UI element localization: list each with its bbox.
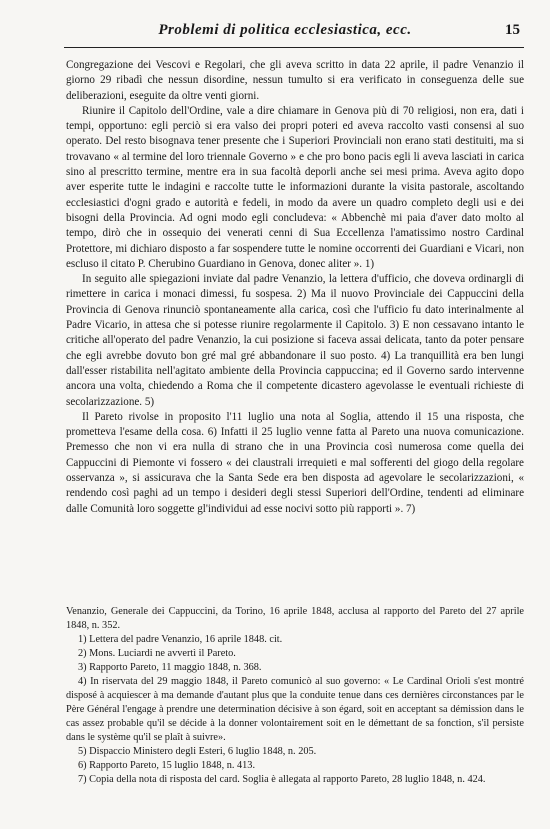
footnote-4: 4) In riservata del 29 maggio 1848, il Pareto comunicò al suo governo: « Le Cardinal Orioli s'est montré disposé à acquiescer à ma demande d'autant plus que la conduite tenue dans ces dernières circonstances par le Père Général l'engage à prendre une determination décisive à son égard, soit en acceptant sa démission dans le cas assez probable qu'il se décide à la donner volontairement soit en le démettant de sa fonction, s'il persiste dans le système qu'il se plaît à suivre».	[66, 676, 524, 743]
page-number: 15	[505, 22, 520, 38]
running-title: Problemi di politica ecclesiastica, ecc.	[158, 22, 412, 38]
footnote-2: 2) Mons. Luciardi ne avvertì il Pareto.	[78, 648, 236, 659]
paragraph-spiegazioni: In seguito alle spiegazioni inviate dal padre Venanzio, la lettera d'ufficio, che doveva ordinargli di rimettere in carica i monaci dimessi, fu sospesa. 2) Ma il nuovo Provinciale dei Cappuccini della Provincia di Genova rinunciò spontaneamente alla carica, così che l'ufficio fu dato interinalmente al Padre Vicario, in attesa che si potesse riunire regolarmente il Capitolo. 3) E non cessavano intanto le critiche all'operato del padre Venanzio, la cui posizione si faceva assai delicata, tanto da poter pensare che egli avrebbe dovuto bon gré mal gré abbandonare il suo posto. 4) La tranquillità era ben lungi dall'esser ristabilita nell'agitato ambiente della Provincia cappuccina; ed il Governo sardo intervenne ancora una volta, chiedendo a Roma che il competente dicastero agevolasse le eventuali richieste di secolarizzazione. 5)	[66, 273, 524, 408]
running-header	[50, 22, 520, 44]
footnotes	[66, 605, 524, 787]
footnote-3: 3) Rapporto Pareto, 11 maggio 1848, n. 368.	[78, 662, 262, 673]
footnote-continuation: Venanzio, Generale dei Cappuccini, da Torino, 16 aprile 1848, acclusa al rapporto del Pareto del 27 aprile 1848, n. 352.	[66, 606, 524, 631]
header-rule	[64, 47, 524, 48]
footnote-1: 1) Lettera del padre Venanzio, 16 aprile 1848. cit.	[78, 634, 283, 645]
footnote-7: 7) Copia della nota di risposta del card. Soglia è allegata al rapporto Pareto, 28 luglio 1848, n. 424.	[78, 774, 486, 785]
paragraph-pareto: Il Pareto rivolse in proposito l'11 luglio una nota al Soglia, attendo il 15 una risposta, che prometteva l'esame della cosa. 6) Infatti il 25 luglio venne fatta al Pareto una nuova comunicazione. Premesso che non vi era nulla di strano che in una Provincia così numerosa come quella dei Cappuccini di Piemonte vi fossero « dei claustrali irrequieti e mal sofferenti del giogo della regolare osservanza », si assicurava che la Santa Sede era ben disposta ad agevolare le secolarizzazioni, « rendendo così paghi ad un tempo i desideri degli stessi Superiori dell'Ordine, tendenti ad eliminare dalle Comunità loro soggette gl'individui ad esse nocivi sotto più rapporti ». 7)	[66, 410, 524, 515]
paragraph-capitolo: Riunire il Capitolo dell'Ordine, vale a dire chiamare in Genova più di 70 religiosi, non era, dati i tempi, opportuno: egli perciò si era valso dei propri poteri ed aveva raccolto vasti consensi al suo operato. Del resto bisognava tener presente che i Superiori Provinciali non erano stati destituiti, ma si trovavano « al termine del loro triennale Governo » e che pro bono pacis egli li aveva lasciati in carica sino al prescritto termine, mentre era in sua facoltà deporli anche sei mesi prima. Aveva agito dopo aver esperite tutte le indagini e raccolte tutte le informazioni durante la visita pastorale, ascoltando ecclesiastici d'ogni grado e autorità e fedeli, in modo da avere un quadro completo degli usi e dei bisogni della Provincia. Ad ogni modo egli concludeva: « Abbenchè mi paia d'aver dato molto al tempo, dirò che in ossequio dei venerati cenni di Sua Eccellenza l'amatissimo nostro Cardinal Protettore, mi dichiaro disposto a far sospendere tutte le nomine occorrenti dei Guardiani e Vicari, non escluso il citato P. Cherubino Guardiano in Genova, donec aliter ». 1)	[66, 104, 524, 270]
paragraph-continuation: Congregazione dei Vescovi e Regolari, che gli aveva scritto in data 22 aprile, il padre Venanzio il giorno 29 ribadì che nessun disordine, nessun tumulto si era verificato in conseguenza delle sue deliberazioni, eseguite da oltre venti giorni.	[66, 59, 524, 102]
main-text	[66, 58, 524, 517]
footnote-5: 5) Dispaccio Ministero degli Esteri, 6 luglio 1848, n. 205.	[78, 746, 317, 757]
footnote-6: 6) Rapporto Pareto, 15 luglio 1848, n. 413.	[78, 760, 256, 771]
